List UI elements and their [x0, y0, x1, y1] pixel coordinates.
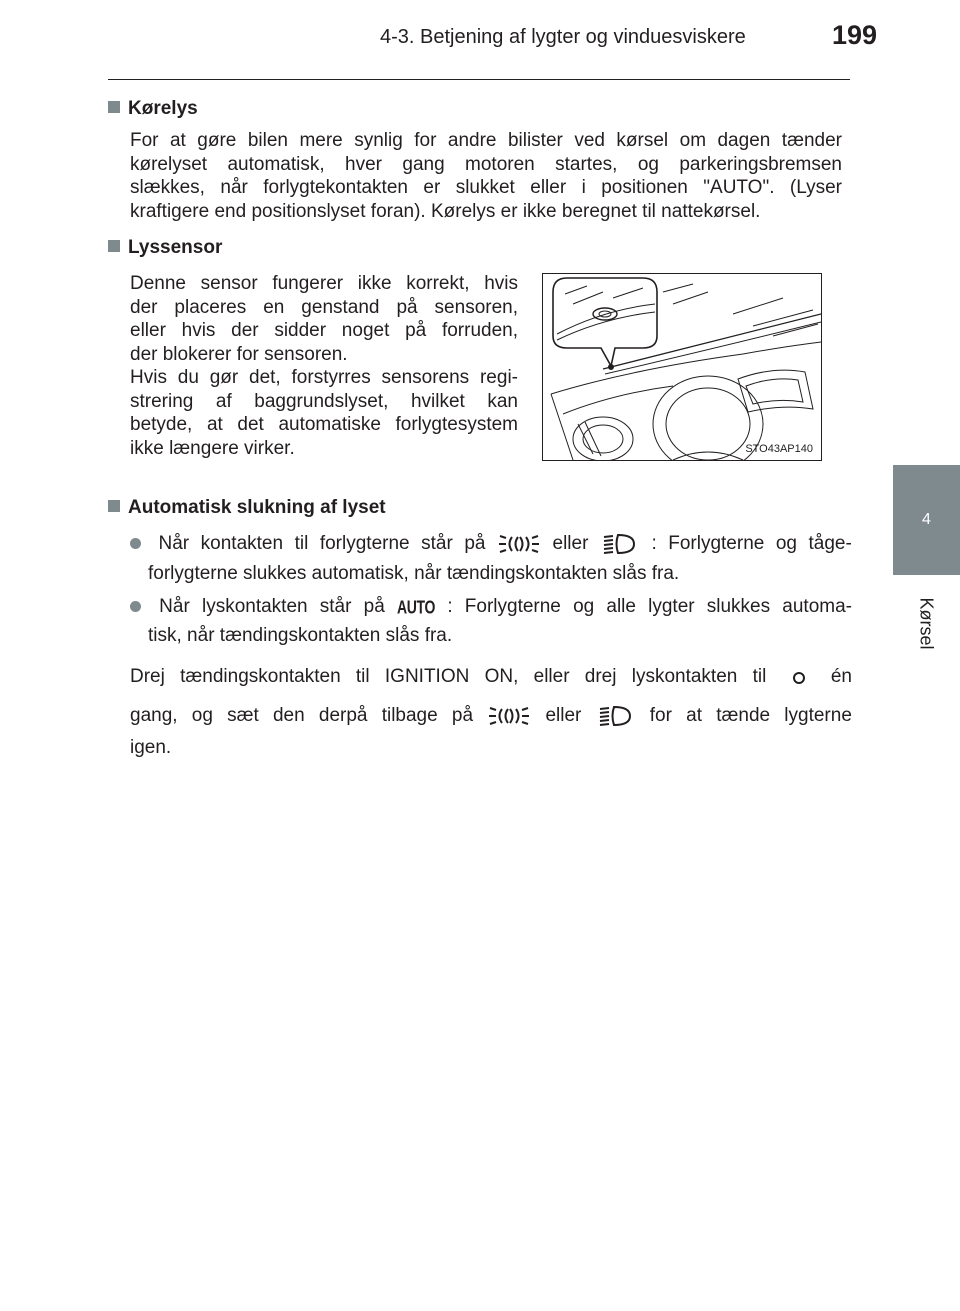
word: og	[573, 595, 595, 617]
word: Drej	[130, 666, 165, 687]
word: til	[294, 532, 309, 554]
chapter-label	[893, 577, 960, 669]
word: én	[830, 666, 852, 687]
word: til	[355, 666, 370, 687]
text-line: strering af baggrundslyset, hvilket kan	[130, 390, 518, 412]
para-line-2	[130, 699, 852, 733]
word: :	[447, 595, 453, 617]
word: at	[686, 705, 703, 726]
dashboard-drawing	[543, 274, 821, 460]
tail-light-icon	[497, 530, 541, 558]
para-line-3: igen.	[130, 737, 172, 758]
text-line: eller hvis der sidder noget på forruden,	[130, 320, 518, 341]
text-line: der blokerer for sensoren.	[130, 343, 348, 365]
word: den	[272, 705, 305, 726]
headlight-icon	[596, 702, 636, 730]
heading-auto-off-text: Automatisk slukning af lyset	[128, 497, 386, 518]
word: IGNITION	[384, 666, 470, 687]
word: eller	[545, 705, 582, 726]
word: lyskontakten	[631, 666, 738, 687]
text-line: For at gøre bilen mere synlig for andre bilister ved kørsel om dagen tænder	[130, 130, 842, 151]
heading-lyssensor-text: Lyssensor	[128, 237, 223, 258]
text-line: Hvis du gør det, forstyrres sensorens regi-	[130, 367, 518, 388]
text-line: kraftigere end positionslyset foran). Kørelys er ikke beregnet til nattekørsel.	[130, 200, 761, 222]
word: ON,	[484, 666, 519, 687]
square-bullet-icon	[108, 500, 120, 512]
word: og	[191, 705, 213, 726]
bullet-1-line-2: forlygterne slukkes automatisk, når tændingskontakten slås fra.	[148, 563, 680, 584]
headlight-icon	[600, 530, 640, 558]
word: for	[649, 705, 672, 726]
word: tilbage	[381, 705, 438, 726]
paragraph-lyssensor	[130, 272, 518, 460]
bullet-2-line-1	[130, 591, 852, 622]
word: tænde	[716, 705, 771, 726]
auto-symbol: AUTO	[396, 596, 436, 617]
word: derpå	[318, 705, 368, 726]
text-line: kørelyset automatisk, hver gang motoren startes, og parkeringsbremsen	[130, 153, 842, 175]
text-line: der placeres en genstand på sensoren,	[130, 296, 518, 318]
off-icon	[782, 663, 816, 691]
word: forlygterne	[319, 532, 410, 554]
word: lygter	[648, 595, 695, 617]
word: automa-	[782, 595, 852, 617]
paragraph-korelys	[130, 129, 842, 223]
square-bullet-icon	[108, 240, 120, 252]
text-line: betyde, at det automatiske forlygtesystem	[130, 414, 518, 435]
bullet-2-line-2: tisk, når tændingskontakten slås fra.	[148, 625, 453, 646]
header-divider	[108, 79, 850, 80]
word: gang,	[130, 705, 178, 726]
word: Forlygterne	[668, 532, 765, 554]
word: kontakten	[200, 532, 284, 554]
page-number: 199	[832, 20, 878, 50]
header-section-title: 4-3. Betjening af lygter og vinduesviskere	[380, 26, 746, 48]
word: lyskontakten	[201, 595, 308, 617]
word: slukkes	[706, 595, 771, 617]
heading-korelys-text: Kørelys	[128, 98, 198, 119]
word: drej	[584, 666, 617, 687]
word: :	[651, 532, 657, 554]
bullet-1-line-1	[130, 528, 852, 559]
bullet-dot-icon	[130, 538, 141, 549]
sensor-illustration	[542, 273, 822, 461]
word: og	[775, 532, 797, 554]
text-line: slækkes, når forlygtekontakten er slukket eller i positionen "AUTO". (Lyser	[130, 177, 842, 198]
word: på	[451, 705, 474, 726]
word: på	[464, 532, 486, 554]
bullet-dot-icon	[130, 601, 141, 612]
chapter-number: 4	[922, 511, 931, 528]
word: sæt	[227, 705, 259, 726]
word: eller	[552, 532, 589, 554]
word: alle	[606, 595, 636, 617]
word: Forlygterne	[464, 595, 561, 617]
text-line: ikke længere virker.	[130, 437, 295, 459]
chapter-tab	[893, 465, 960, 575]
word: står	[319, 595, 352, 617]
heading-auto-off	[108, 496, 386, 520]
word: på	[363, 595, 385, 617]
heading-korelys	[108, 97, 198, 121]
tail-light-icon	[487, 702, 531, 730]
square-bullet-icon	[108, 101, 120, 113]
heading-lyssensor	[108, 236, 222, 260]
word: eller	[533, 666, 570, 687]
para-line-1	[130, 660, 852, 694]
text-line: Denne sensor fungerer ikke korrekt, hvis	[130, 273, 518, 294]
word: lygterne	[784, 705, 852, 726]
word: til	[752, 666, 767, 687]
word: tændingskontakten	[180, 666, 341, 687]
word: tåge-	[808, 532, 852, 554]
word: Når	[159, 595, 190, 617]
word: Når	[158, 532, 190, 554]
word: står	[421, 532, 453, 554]
chapter-label-text: Kørsel	[916, 596, 937, 650]
figure-code: STO43AP140	[745, 443, 813, 455]
